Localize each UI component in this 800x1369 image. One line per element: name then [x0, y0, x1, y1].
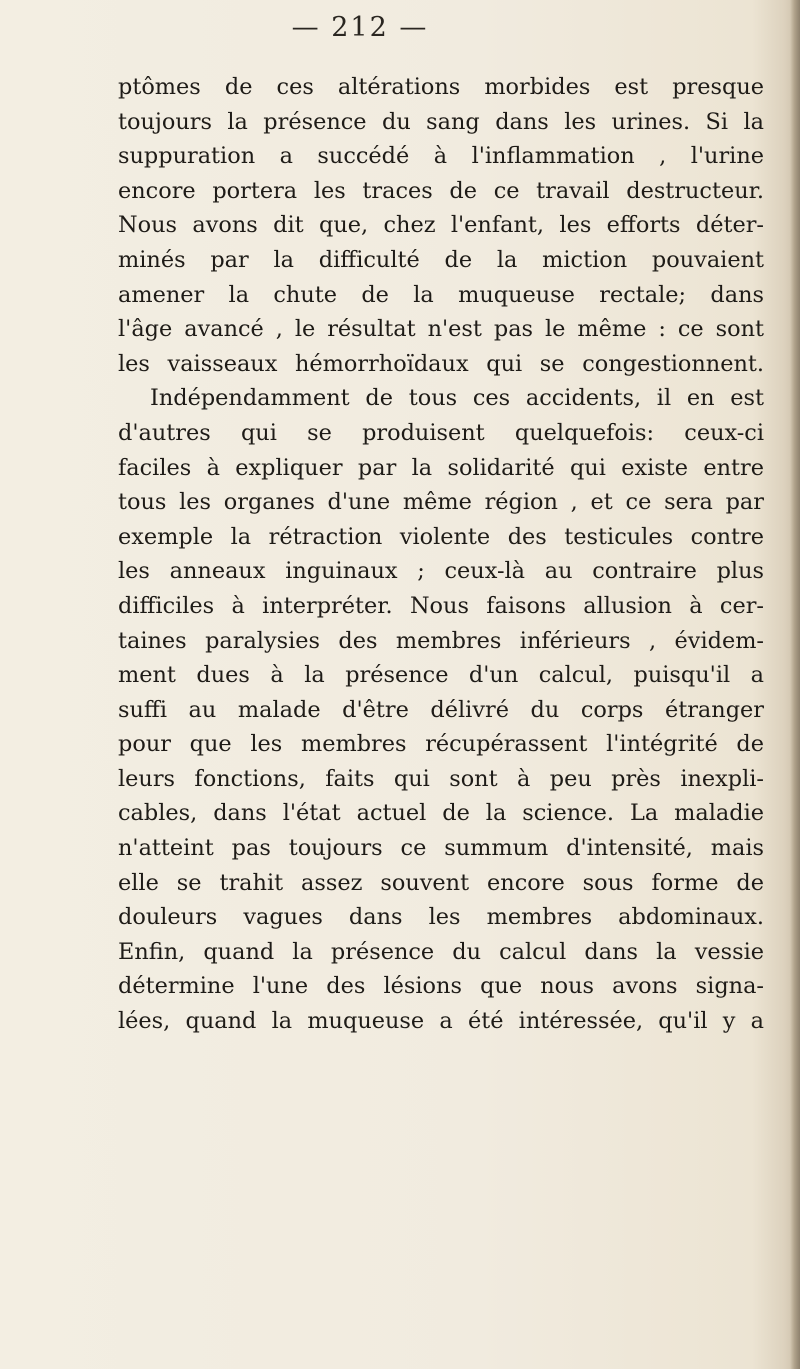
text-line: elle se trahit assez souvent encore sous forme de: [118, 869, 764, 896]
text-line: difficiles à interpréter. Nous faisons allusion à cer-: [118, 592, 764, 619]
text-line: lées, quand la muqueuse a été intéressée, qu'il y a: [118, 1008, 764, 1035]
page-number-header: — 212 —: [291, 12, 429, 43]
text-line-paragraph-start: Indépendamment de tous ces accidents, il en est: [150, 385, 764, 412]
text-line: douleurs vagues dans les membres abdominaux.: [118, 904, 764, 931]
text-line: pour que les membres récupérassent l'intégrité de: [118, 731, 764, 758]
text-line: détermine l'une des lésions que nous avons signa-: [118, 973, 764, 1000]
body-text: [118, 70, 764, 1039]
text-line: les anneaux inguinaux ; ceux-là au contraire plus: [118, 558, 764, 585]
text-line: taines paralysies des membres inférieurs , évidem-: [118, 627, 764, 654]
text-line: l'âge avancé , le résultat n'est pas le même : ce sont: [118, 316, 764, 343]
text-line: cables, dans l'état actuel de la science. La maladie: [118, 800, 764, 827]
text-line: toujours la présence du sang dans les urines. Si la: [118, 108, 764, 135]
text-line: faciles à expliquer par la solidarité qui existe entre: [118, 454, 764, 481]
text-line: minés par la difficulté de la miction pouvaient: [118, 246, 764, 273]
text-line: amener la chute de la muqueuse rectale; dans: [118, 281, 764, 308]
text-line: tous les organes d'une même région , et ce sera par: [118, 489, 764, 516]
text-line: n'atteint pas toujours ce summum d'intensité, mais: [118, 835, 764, 862]
text-line: ment dues à la présence d'un calcul, puisqu'il a: [118, 662, 764, 689]
text-line: Enfin, quand la présence du calcul dans la vessie: [118, 938, 764, 965]
page-binding-edge: [790, 0, 800, 1369]
text-line: les vaisseaux hémorrhoïdaux qui se congestionnent.: [118, 350, 764, 377]
text-line: Nous avons dit que, chez l'enfant, les efforts déter-: [118, 212, 764, 239]
text-line: leurs fonctions, faits qui sont à peu près inexpli-: [118, 765, 764, 792]
text-line: exemple la rétraction violente des testicules contre: [118, 523, 764, 550]
text-line: d'autres qui se produisent quelquefois: ceux-ci: [118, 419, 764, 446]
text-line: suffi au malade d'être délivré du corps étranger: [118, 696, 764, 723]
text-line: suppuration a succédé à l'inflammation , l'urine: [118, 143, 764, 170]
text-line: encore portera les traces de ce travail destructeur.: [118, 177, 764, 204]
text-line: ptômes de ces altérations morbides est presque: [118, 74, 764, 100]
